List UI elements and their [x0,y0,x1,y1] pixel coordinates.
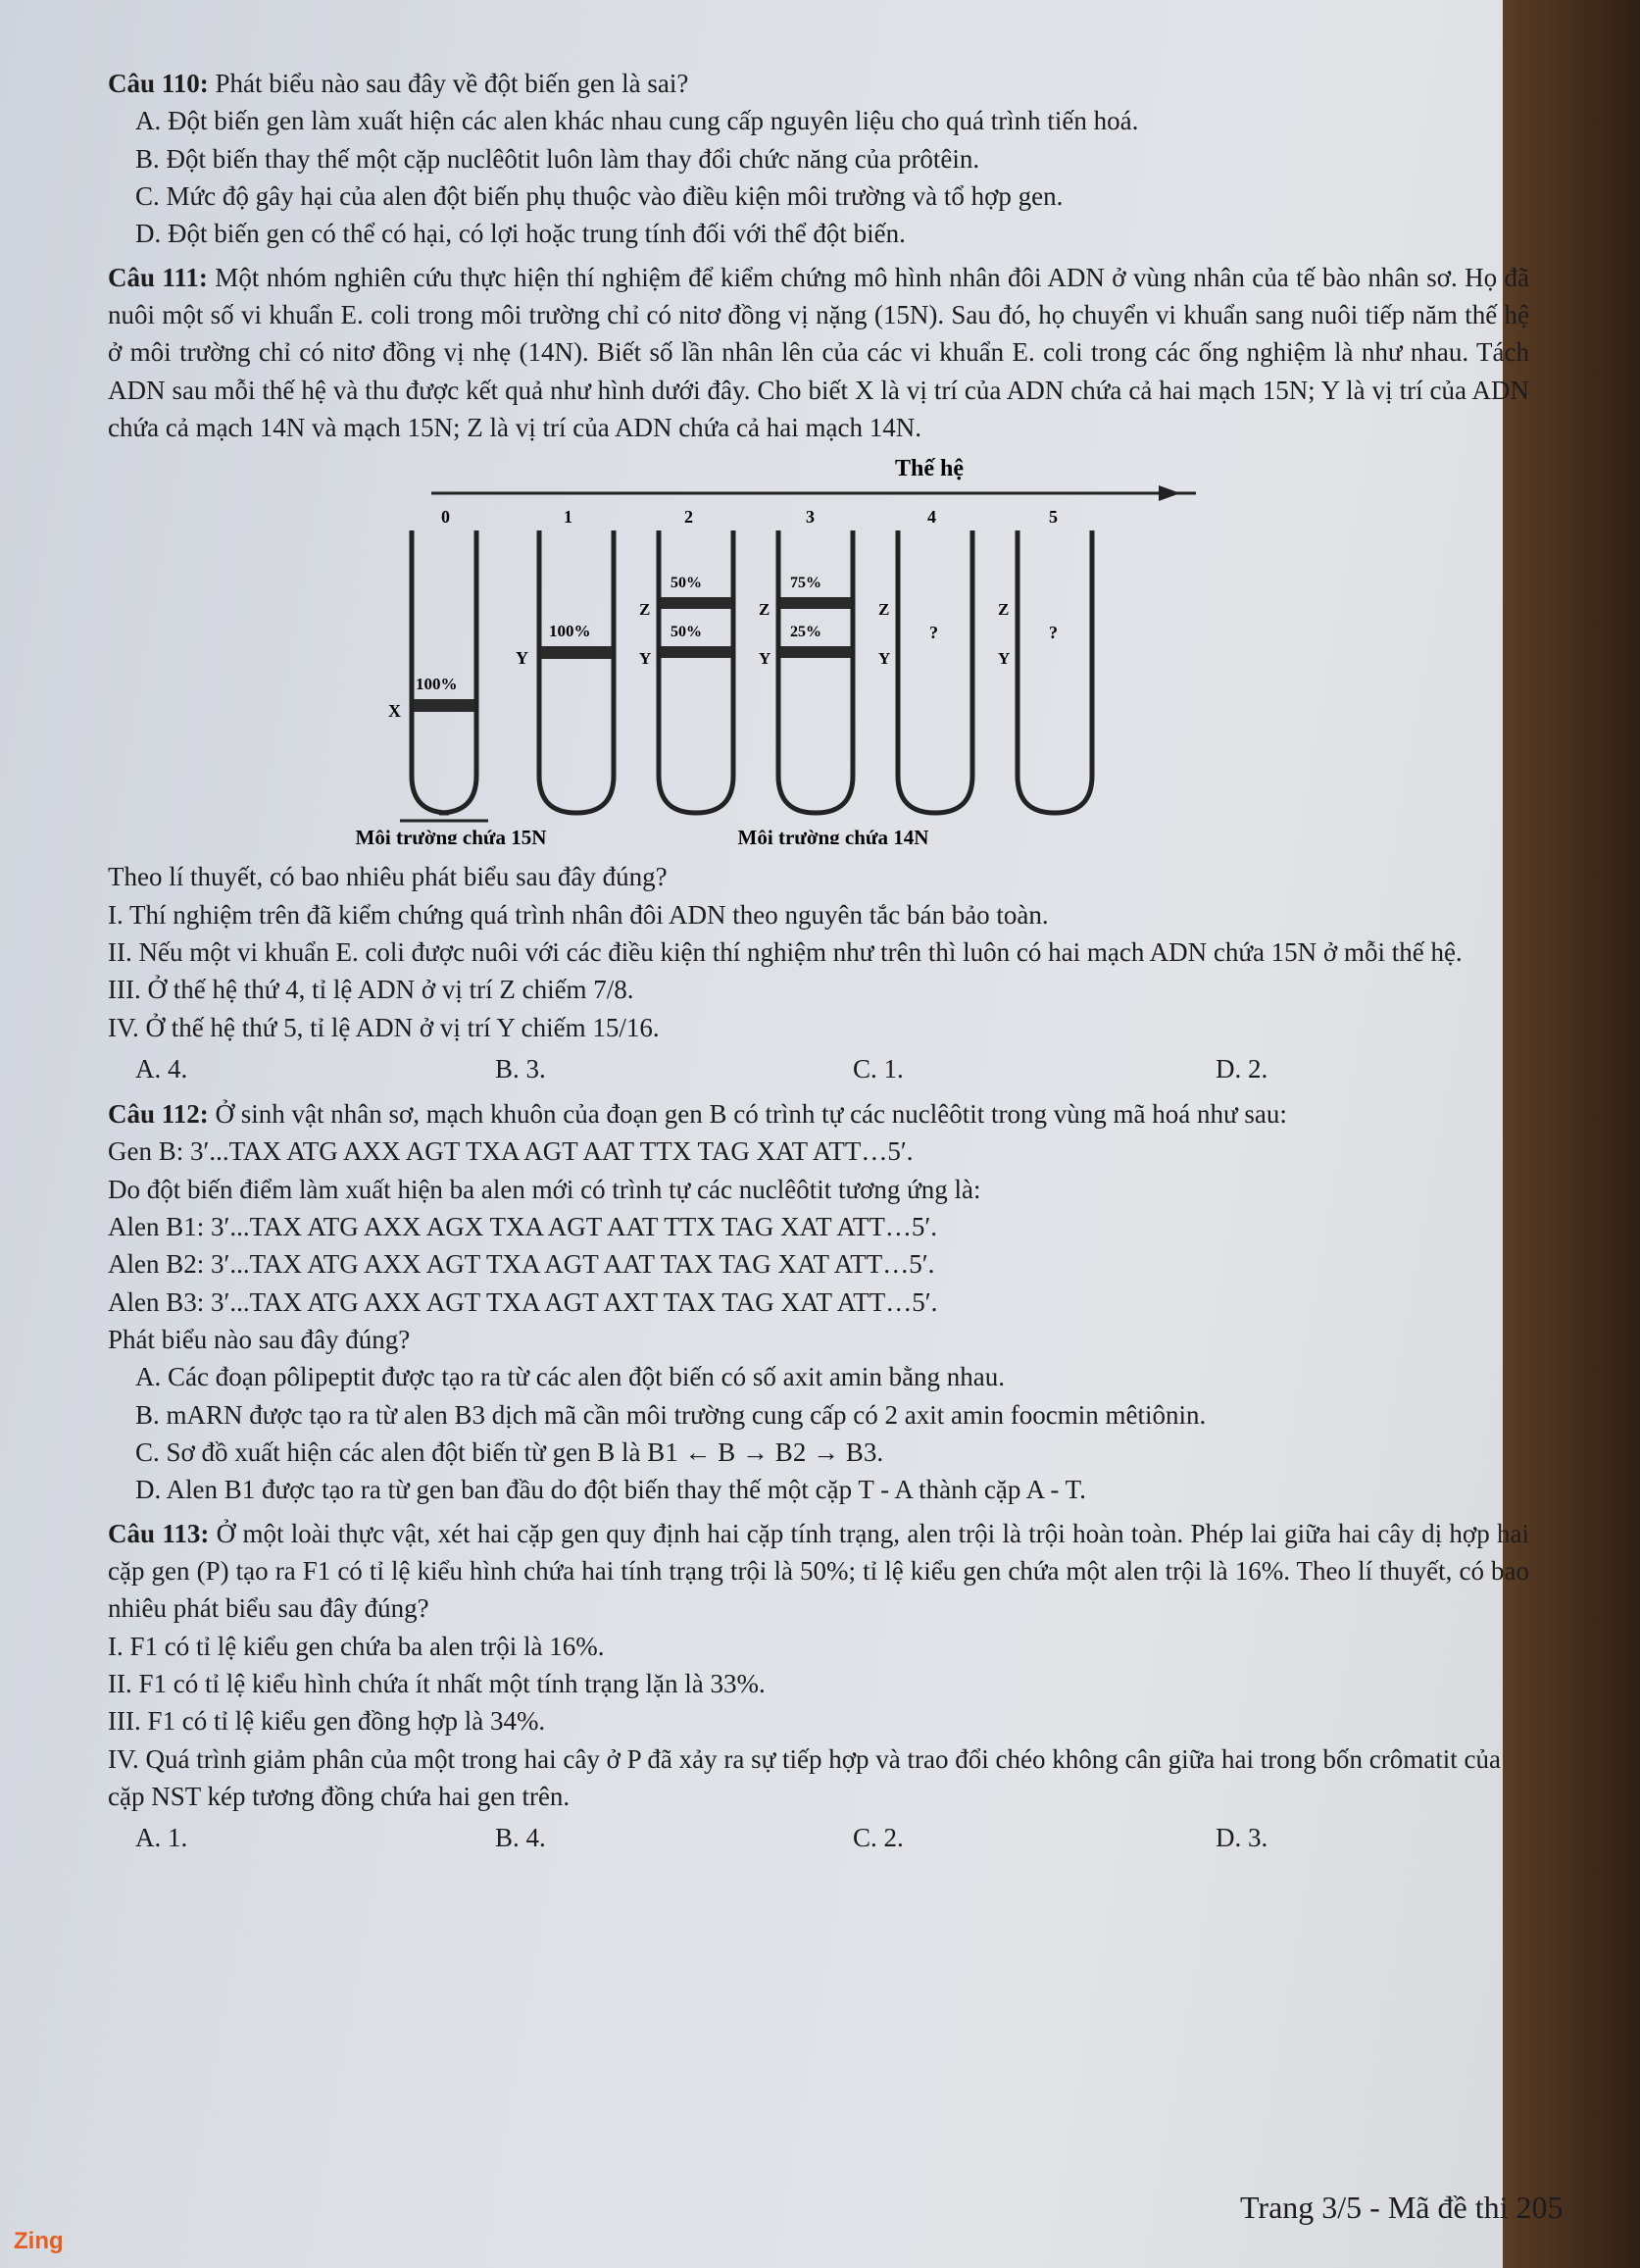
statement-1: I. Thí nghiệm trên đã kiểm chứng quá trình nhân đôi ADN theo nguyên tắc bán bảo toàn. [108,899,1049,930]
arrow-head [1159,485,1180,501]
unknown-g5: ? [1049,623,1058,643]
label-y-g3: Y [759,649,771,669]
option-b: B. Đột biến thay thế một cặp nuclêôtit luôn làm thay đổi chức năng của prôtêin. [135,143,980,174]
question-113 [108,1515,1529,1628]
label-y-g4: Y [878,649,891,669]
label-y-g2: Y [639,649,652,669]
env-15n-label: Môi trường chứa 15N [355,826,547,845]
label-z-g2: Z [639,600,651,620]
gen-1: 1 [564,507,572,528]
exam-content [108,59,1529,1858]
statement-3: III. Ở thế hệ thứ 4, tỉ lệ ADN ở vị trí Z chiếm 7/8. [108,975,634,1005]
question-stem: Ở một loài thực vật, xét hai cặp gen quy định hai cặp tính trạng, alen trội là trội hoàn toàn. Phép lai giữa hai cây dị hợp hai cặp gen (P) tạo ra F1 có tỉ lệ kiểu hình chứa hai tính trạng trội là 50%; tỉ lệ kiểu gen chứa một alen trội là 16%. Theo lí thuyết, có bao nhiêu phát biểu sau đây đúng? [108,1518,1529,1624]
label-z-g4: Z [878,600,890,620]
q113-answers [108,1819,1529,1858]
q111-answers [108,1050,1529,1089]
gen-5: 5 [1049,507,1058,528]
answer-c: C. 1. [853,1053,904,1084]
pct-g2y: 50% [671,624,702,641]
env-14n-label: Môi trường chứa 14N [737,826,929,845]
pct-g3z: 75% [790,575,821,592]
question-stem: Một nhóm nghiên cứu thực hiện thí nghiệm để kiểm chứng mô hình nhân đôi ADN ở vùng nhân của tế bào nhân sơ. Họ đã nuôi một số vi khuẩn E. coli trong môi trường chỉ có nitơ đồng vị nặng (15N). Sau đó, họ chuyển vi khuẩn sang nuôi tiếp năm thế hệ ở môi trường chỉ có nitơ đồng vị nhẹ (14N). Biết số lần nhân lên của các vi khuẩn E. coli trong các ống nghiệm là như nhau. Tách ADN sau mỗi thế hệ và thu được kết quả như hình dưới đây. Cho biết X là vị trí của ADN chứa cả hai mạch 15N; Y là vị trí của ADN chứa cả mạch 14N và mạch 15N; Z là vị trí của ADN chứa cả hai mạch 14N. [108,262,1529,442]
gen-3: 3 [806,507,815,528]
option-c: C. Mức độ gây hại của alen đột biến phụ thuộc vào điều kiện môi trường và tổ hợp gen. [135,180,1064,211]
allele-b3: Alen B3: 3′...TAX ATG AXX AGT TXA AGT AXT TAX TAG XAT ATT…5′. [108,1286,938,1317]
pct-g0: 100% [416,675,458,694]
band-x [414,699,474,712]
option-b: B. mARN được tạo ra từ alen B3 dịch mã cần môi trường cung cấp có 2 axit amin foocmin mêtiônin. [135,1399,1207,1430]
option-d: D. Đột biến gen có thể có hại, có lợi hoặc trung tính đối với thể đột biến. [135,219,906,249]
label-y-g5: Y [998,649,1011,669]
answer-b: B. 4. [495,1823,546,1853]
question-110 [108,65,1529,102]
figure-title: Thế hệ [894,456,965,482]
band-z-g3 [780,597,851,609]
gen-4: 4 [927,507,936,528]
question-stem: Phát biểu nào sau đây về đột biến gen là sai? [208,69,689,98]
question-111 [108,259,1529,447]
answer-d: D. 2. [1216,1053,1268,1084]
option-c: C. Sơ đồ xuất hiện các alen đột biến từ gen B là B1 ← B → B2 → B3. [135,1436,884,1467]
answer-c: C. 2. [853,1823,904,1853]
unknown-g4: ? [929,623,938,643]
alleles-intro: Do đột biến điểm làm xuất hiện ba alen mới có trình tự các nuclêôtit tương ứng là: [108,1174,981,1204]
question-112 [108,1095,1529,1133]
statement-4: IV. Quá trình giảm phân của một trong hai cây ở P đã xảy ra sự tiếp hợp và trao đổi chéo không cân giữa hai trong bốn crômatit của cặp NST kép tương đồng chứa hai gen trên. [108,1743,1501,1811]
band-y-g2 [661,646,731,658]
dna-centrifuge-figure [314,452,1196,844]
label-y-g1: Y [516,648,528,669]
label-x: X [388,701,401,722]
label-z-g5: Z [998,600,1010,620]
question-number: Câu 112: [108,1098,209,1129]
pct-g1: 100% [549,622,591,641]
question-stem: Ở sinh vật nhân sơ, mạch khuôn của đoạn gen B có trình tự các nuclêôtit trong vùng mã hoá như sau: [208,1098,1287,1129]
gene-sequence: Gen B: 3′...TAX ATG AXX AGT TXA AGT AAT TTX TAG XAT ATT…5′. [108,1136,914,1167]
statement-2: II. Nếu một vi khuẩn E. coli được nuôi với các điều kiện thí nghiệm như trên thì luôn có hai mạch ADN chứa 15N ở mỗi thế hệ. [108,936,1463,967]
tube-0 [412,530,476,813]
pct-g3y: 25% [790,624,821,641]
statement-4: IV. Ở thế hệ thứ 5, tỉ lệ ADN ở vị trí Y chiếm 15/16. [108,1012,660,1042]
option-a: A. Các đoạn pôlipeptit được tạo ra từ các alen đột biến có số axit amin bằng nhau. [135,1362,1006,1392]
question-number: Câu 113: [108,1518,210,1548]
gen-2: 2 [684,507,693,528]
tube-4 [898,530,972,813]
answer-a: A. 1. [135,1823,188,1853]
statement-2: II. F1 có tỉ lệ kiểu hình chứa ít nhất một tính trạng lặn là 33%. [108,1668,766,1698]
question-number: Câu 110: [108,69,209,98]
question-number: Câu 111: [108,262,208,292]
option-a: A. Đột biến gen làm xuất hiện các alen khác nhau cung cấp nguyên liệu cho quá trình tiến hoá. [135,106,1139,136]
allele-b2: Alen B2: 3′...TAX ATG AXX AGT TXA AGT AAT TAX TAG XAT ATT…5′. [108,1249,935,1280]
option-d: D. Alen B1 được tạo ra từ gen ban đầu do đột biến thay thế một cặp T - A thành cặp A - T. [135,1475,1086,1505]
q112-question: Phát biểu nào sau đây đúng? [108,1324,411,1354]
label-z-g3: Z [759,600,770,620]
gen-0: 0 [441,507,450,528]
page-footer: Trang 3/5 - Mã đề thi 205 [1240,2190,1564,2225]
tube-5 [1018,530,1092,813]
pct-g2z: 50% [671,575,702,592]
band-y-g1 [541,646,612,659]
watermark-logo: Zing [14,2228,64,2254]
band-y-g3 [780,646,851,658]
allele-b1: Alen B1: 3′...TAX ATG AXX AGX TXA AGT AAT TTX TAG XAT ATT…5′. [108,1211,938,1241]
answer-b: B. 3. [495,1053,546,1084]
tube-3 [778,530,853,813]
statement-3: III. F1 có tỉ lệ kiểu gen đồng hợp là 34%. [108,1706,546,1737]
band-z-g2 [661,597,731,609]
answer-d: D. 3. [1216,1823,1268,1853]
answer-a: A. 4. [135,1053,188,1084]
tube-2 [659,530,733,813]
tube-1 [539,530,614,813]
q111-question: Theo lí thuyết, có bao nhiêu phát biểu sau đây đúng? [108,862,668,892]
tube-diagram [314,452,1196,844]
statement-1: I. F1 có tỉ lệ kiểu gen chứa ba alen trội là 16%. [108,1631,605,1661]
